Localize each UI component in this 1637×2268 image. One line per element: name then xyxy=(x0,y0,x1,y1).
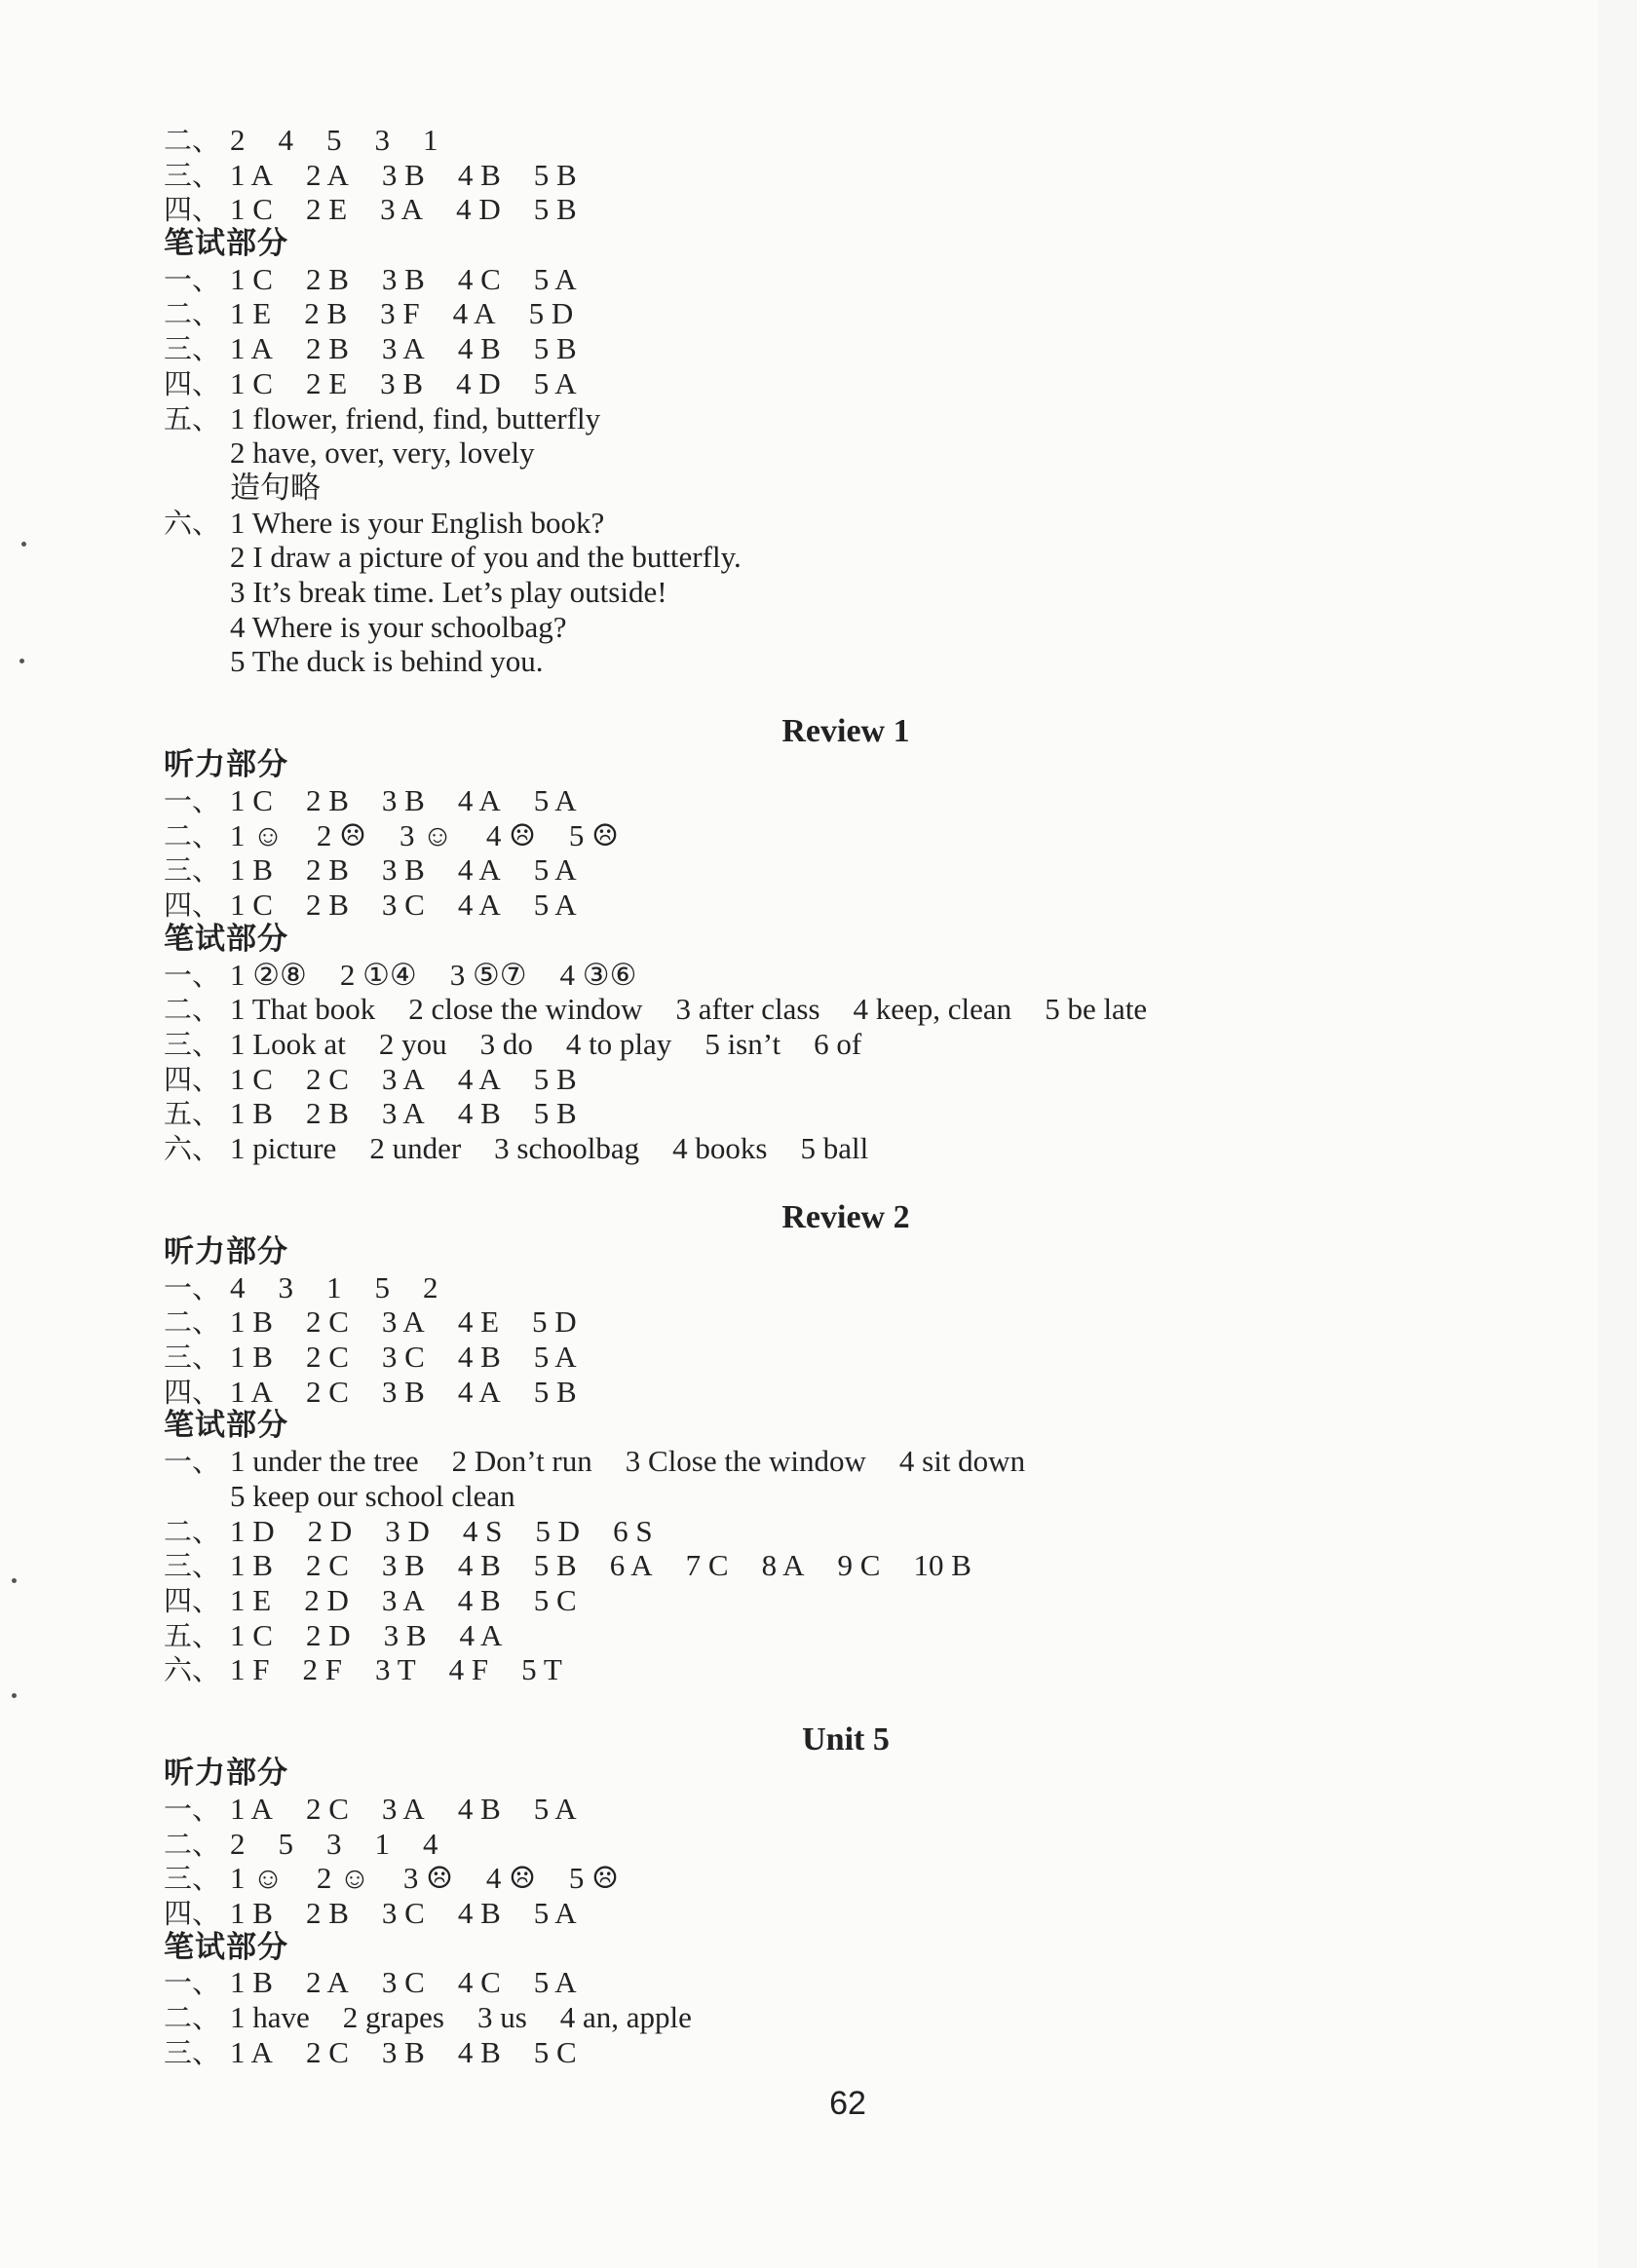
answer-item: 5 A xyxy=(533,365,577,400)
part-heading: 笔试部分 xyxy=(164,1929,288,1965)
answer-item: 5 A xyxy=(533,888,577,923)
answer-row xyxy=(164,958,1430,993)
question-label: 一、 xyxy=(164,1270,221,1304)
answer-item: 4 A xyxy=(457,1374,501,1409)
answer-item: 1 C xyxy=(230,888,273,923)
answer-item: 2 C xyxy=(305,2034,349,2069)
answer-item: 4 ☹ xyxy=(485,817,536,852)
section-title: Review 2 xyxy=(781,1199,910,1236)
answer-item: 3 It’s break time. Let’s play outside! xyxy=(230,574,667,609)
answer-item: 3 Close the window xyxy=(625,1444,866,1479)
answer-item: 6 S xyxy=(613,1513,653,1548)
answer-item: 5 isn’t xyxy=(704,1026,781,1061)
answer-item: 1 ②⑧ xyxy=(230,957,307,992)
answer-item: 3 B xyxy=(381,2034,425,2069)
answer-item: 3 B xyxy=(383,1617,427,1652)
answer-row xyxy=(164,818,1430,853)
answer-item: 2 E xyxy=(305,365,348,400)
question-label: 三、 xyxy=(164,1862,221,1896)
question-label: 二、 xyxy=(164,818,221,852)
answer-row xyxy=(164,1583,1430,1618)
answer-item: 3 us xyxy=(476,2000,527,2035)
answer-item: 5 B xyxy=(533,192,577,227)
answer-item: 2 I draw a picture of you and the butterfly. xyxy=(230,540,742,575)
answer-item: 3 ☹ xyxy=(402,1861,453,1896)
answer-item: 1 B xyxy=(230,1304,273,1340)
answer-item: 4 B xyxy=(457,1340,501,1375)
answer-item: 1 Look at xyxy=(230,1026,346,1061)
answer-item: 2 close the window xyxy=(408,992,643,1027)
answer-item: 3 D xyxy=(385,1513,430,1548)
answer-row xyxy=(164,331,1430,366)
answer-row xyxy=(164,192,1430,227)
question-label: 五、 xyxy=(164,1618,221,1652)
answer-item: 1 B xyxy=(230,1096,273,1131)
answer-item: 2 B xyxy=(305,331,349,366)
answer-item: 1 A xyxy=(230,157,273,192)
question-label: 六、 xyxy=(164,1653,221,1687)
answer-item: 2 B xyxy=(305,852,349,888)
answer-item: 4 Where is your schoolbag? xyxy=(230,609,567,644)
question-label: 五、 xyxy=(164,1097,221,1131)
answer-item: 5 B xyxy=(533,1061,577,1096)
answer-item: 2 B xyxy=(304,296,348,331)
answer-item: 2 C xyxy=(305,1340,349,1375)
answer-row xyxy=(164,1062,1430,1097)
question-label: 二、 xyxy=(164,1305,221,1340)
answer-item: 1 picture xyxy=(230,1130,337,1165)
answer-row xyxy=(164,540,1430,575)
answer-item: 4 B xyxy=(457,1548,501,1583)
question-label: 一、 xyxy=(164,784,221,818)
answer-row xyxy=(164,158,1430,193)
answer-item: 4 xyxy=(230,1269,246,1304)
part-heading: 听力部分 xyxy=(164,1756,288,1792)
answer-row xyxy=(164,783,1430,818)
question-label: 四、 xyxy=(164,1375,221,1409)
answer-item: 2 E xyxy=(305,192,348,227)
answer-item: 4 A xyxy=(457,852,501,888)
answer-row xyxy=(164,575,1430,610)
answer-row xyxy=(164,1340,1430,1375)
answer-item: 4 A xyxy=(459,1617,503,1652)
answer-item: 3 C xyxy=(381,888,425,923)
answer-item: 1 under the tree xyxy=(230,1444,419,1479)
answer-item: 1 A xyxy=(230,1374,273,1409)
answer-item: 5 D xyxy=(535,1513,581,1548)
answer-item: 5 A xyxy=(533,783,577,818)
answer-item: 1 have xyxy=(230,2000,310,2035)
answer-item: 4 D xyxy=(456,192,501,227)
answer-item: 4 B xyxy=(457,1096,501,1131)
section-title: Review 1 xyxy=(781,712,910,749)
answer-item: 5 xyxy=(374,1269,390,1304)
answer-item: 2 B xyxy=(305,1096,349,1131)
answer-item: 3 do xyxy=(479,1026,533,1061)
answer-row xyxy=(164,506,1430,541)
question-label: 四、 xyxy=(164,1897,221,1931)
answer-row xyxy=(164,1096,1430,1131)
answer-item: 5 A xyxy=(533,1896,577,1931)
question-label: 五、 xyxy=(164,401,221,435)
question-label: 四、 xyxy=(164,1062,221,1096)
answer-item: 3 C xyxy=(381,1965,425,2000)
question-label: 二、 xyxy=(164,2001,221,2035)
answer-item: 3 B xyxy=(381,852,425,888)
section-gap xyxy=(164,679,1430,714)
answer-item: 4 to play xyxy=(565,1026,672,1061)
section-gap xyxy=(164,1687,1430,1722)
answer-row xyxy=(164,2035,1430,2070)
answer-row xyxy=(164,296,1430,331)
part-heading: 听力部分 xyxy=(164,747,288,783)
answer-item: 3 F xyxy=(380,296,420,331)
question-label: 三、 xyxy=(164,1549,221,1583)
answer-item: 4 B xyxy=(457,1582,501,1617)
answer-item: 1 C xyxy=(230,365,273,400)
answer-item: 4 books xyxy=(672,1130,768,1165)
part-heading: 听力部分 xyxy=(164,1234,288,1269)
answer-item: 5 A xyxy=(533,261,577,296)
answer-item: 5 ball xyxy=(800,1130,869,1165)
answer-item: 3 A xyxy=(381,1061,425,1096)
answer-item: 5 xyxy=(278,1826,293,1861)
question-label: 三、 xyxy=(164,158,221,192)
section-title: Unit 5 xyxy=(802,1720,890,1758)
question-label: 二、 xyxy=(164,993,221,1027)
page-number: 62 xyxy=(829,2085,866,2122)
answer-item: 3 B xyxy=(381,1374,425,1409)
answer-item: 1 flower, friend, find, butterfly xyxy=(230,400,601,435)
question-label: 六、 xyxy=(164,506,221,540)
answer-row xyxy=(164,401,1430,436)
question-label: 三、 xyxy=(164,332,221,366)
answer-item: 5 A xyxy=(533,1965,577,2000)
answer-item: 1 Where is your English book? xyxy=(230,505,605,540)
answer-item: 3 xyxy=(326,1826,342,1861)
answer-item: 5 C xyxy=(533,2034,577,2069)
answer-row xyxy=(164,1548,1430,1583)
answer-item: 2 A xyxy=(305,1965,349,2000)
question-label: 二、 xyxy=(164,124,221,157)
answer-item: 5 xyxy=(326,123,342,157)
section-gap xyxy=(164,1166,1430,1201)
answer-item: 5 A xyxy=(533,1340,577,1375)
answer-item: 3 ⑤⑦ xyxy=(449,957,527,992)
answer-row xyxy=(164,262,1430,297)
answer-row xyxy=(164,1861,1430,1896)
answer-item: 4 ☹ xyxy=(485,1861,536,1896)
answer-item: 4 A xyxy=(457,888,501,923)
answer-item: 1 E xyxy=(230,296,272,331)
answer-item: 2 under xyxy=(369,1130,462,1165)
answer-item: 3 B xyxy=(381,1548,425,1583)
answer-item: 4 E xyxy=(457,1304,499,1340)
question-label: 四、 xyxy=(164,366,221,400)
question-label: 二、 xyxy=(164,297,221,331)
answer-item: 4 B xyxy=(457,157,501,192)
answer-item: 3 A xyxy=(381,331,425,366)
answer-item: 3 C xyxy=(381,1896,425,1931)
answer-row xyxy=(164,888,1430,923)
answer-item: 3 A xyxy=(381,1304,425,1340)
answer-item: 1 xyxy=(326,1269,342,1304)
answer-item: 3 xyxy=(374,123,390,157)
answer-item: 2 F xyxy=(302,1652,342,1687)
part-heading: 笔试部分 xyxy=(164,1408,288,1444)
answer-item: 2 grapes xyxy=(342,2000,444,2035)
answer-row xyxy=(164,366,1430,401)
answer-item: 1 A xyxy=(230,1792,273,1826)
answer-item: 4 sit down xyxy=(898,1444,1026,1479)
answer-item: 5 The duck is behind you. xyxy=(230,644,544,679)
answer-item: 5 T xyxy=(521,1652,562,1687)
question-label: 三、 xyxy=(164,1341,221,1375)
answer-item: 2 Don’t run xyxy=(451,1444,592,1479)
answer-item: 5 A xyxy=(533,852,577,888)
scan-mark xyxy=(12,1693,17,1698)
answer-item: 3 ☺ xyxy=(399,817,453,852)
question-label: 六、 xyxy=(164,1131,221,1165)
answer-item: 2 C xyxy=(305,1792,349,1826)
answer-item: 1 xyxy=(374,1826,390,1861)
answer-item: 4 B xyxy=(457,331,501,366)
question-label: 一、 xyxy=(164,1793,221,1826)
answer-item: 5 B xyxy=(533,1548,577,1583)
question-label: 三、 xyxy=(164,1027,221,1061)
answer-item: 4 keep, clean xyxy=(853,992,1012,1027)
answer-item: 3 A xyxy=(381,1096,425,1131)
answer-row xyxy=(164,1827,1430,1862)
answer-item: 10 B xyxy=(913,1548,971,1583)
answer-item: 4 C xyxy=(457,1965,501,2000)
answer-row xyxy=(164,1131,1430,1166)
answer-item: 4 F xyxy=(448,1652,489,1687)
answer-item: 4 B xyxy=(457,2034,501,2069)
answer-item: 3 schoolbag xyxy=(494,1130,640,1165)
question-label: 二、 xyxy=(164,1827,221,1861)
question-label: 四、 xyxy=(164,1583,221,1617)
answer-item: 5 B xyxy=(533,157,577,192)
answer-item: 5 D xyxy=(528,296,574,331)
answer-row xyxy=(164,1618,1430,1653)
answer-item: 2 ☹ xyxy=(316,817,366,852)
answer-item: 2 you xyxy=(378,1026,447,1061)
answer-item: 1 C xyxy=(230,1617,273,1652)
question-label: 一、 xyxy=(164,958,221,992)
question-label: 一、 xyxy=(164,262,221,296)
question-label: 三、 xyxy=(164,853,221,888)
answer-item: 4 S xyxy=(462,1513,503,1548)
answer-item: 1 F xyxy=(230,1652,270,1687)
answer-item: 1 A xyxy=(230,331,273,366)
answer-item: 1 ☺ xyxy=(230,817,284,852)
answer-row xyxy=(164,1792,1430,1827)
answer-item: 4 xyxy=(423,1826,438,1861)
answer-item: 2 D xyxy=(307,1513,353,1548)
answer-item: 5 ☹ xyxy=(568,1861,619,1896)
answer-item: 4 B xyxy=(457,1896,501,1931)
answer-item: 1 E xyxy=(230,1582,272,1617)
answer-item: 3 B xyxy=(381,261,425,296)
answer-item: 1 B xyxy=(230,1965,273,2000)
answer-row xyxy=(164,471,1430,506)
answer-item: 2 C xyxy=(305,1548,349,1583)
answer-row xyxy=(164,1270,1430,1305)
answer-row xyxy=(164,1652,1430,1687)
answer-item: 1 That book xyxy=(230,992,376,1027)
answer-item: 3 A xyxy=(381,1792,425,1826)
answer-item: 7 C xyxy=(685,1548,729,1583)
answer-item: 2 C xyxy=(305,1374,349,1409)
question-label: 三、 xyxy=(164,2035,221,2069)
answer-item: 5 ☹ xyxy=(568,817,619,852)
scan-mark xyxy=(19,659,24,663)
answer-item: 5 C xyxy=(533,1582,577,1617)
answer-item: 5 D xyxy=(532,1304,577,1340)
answer-item: 5 B xyxy=(533,1096,577,1131)
answer-item: 5 be late xyxy=(1045,992,1148,1027)
answer-item: 2 ①④ xyxy=(339,957,417,992)
answer-item: 2 have, over, very, lovely xyxy=(230,435,535,471)
answer-row xyxy=(164,610,1430,645)
answer-item: 8 A xyxy=(761,1548,805,1583)
answer-row xyxy=(164,435,1430,471)
answer-item: 3 B xyxy=(380,365,424,400)
answer-item: 6 A xyxy=(609,1548,653,1583)
answer-row xyxy=(164,123,1430,158)
answer-item: 5 B xyxy=(533,331,577,366)
answer-item: 2 B xyxy=(305,783,349,818)
question-label: 一、 xyxy=(164,1966,221,2000)
answer-item: 1 ☺ xyxy=(230,1861,284,1896)
part-heading: 笔试部分 xyxy=(164,921,288,957)
answer-row xyxy=(164,1375,1430,1410)
answer-key-content xyxy=(164,123,1430,2070)
answer-item: 3 B xyxy=(381,783,425,818)
answer-item: 2 C xyxy=(305,1304,349,1340)
answer-item: 9 C xyxy=(837,1548,881,1583)
answer-item: 4 xyxy=(278,123,293,157)
answer-item: 3 after class xyxy=(675,992,820,1027)
answer-item: 3 T xyxy=(375,1652,416,1687)
answer-item: 2 D xyxy=(304,1582,349,1617)
answer-item: 1 C xyxy=(230,192,273,227)
part-heading: 笔试部分 xyxy=(164,226,288,262)
answer-item: 2 A xyxy=(305,157,349,192)
question-label: 二、 xyxy=(164,1514,221,1548)
answer-row xyxy=(164,1965,1430,2000)
answer-item: 6 of xyxy=(814,1026,862,1061)
answer-row xyxy=(164,1027,1430,1062)
answer-item: 1 C xyxy=(230,261,273,296)
answer-item: 3 A xyxy=(381,1582,425,1617)
answer-item: 5 A xyxy=(533,1792,577,1826)
question-label: 一、 xyxy=(164,1445,221,1479)
answer-row xyxy=(164,1444,1430,1479)
answer-item: 2 B xyxy=(305,261,349,296)
answer-item: 3 xyxy=(278,1269,293,1304)
answer-row xyxy=(164,1514,1430,1549)
answer-item: 4 A xyxy=(452,296,496,331)
answer-item: 1 B xyxy=(230,1896,273,1931)
question-label: 四、 xyxy=(164,193,221,227)
answer-item: 3 C xyxy=(381,1340,425,1375)
answer-item: 3 A xyxy=(380,192,424,227)
answer-item: 2 xyxy=(423,1269,438,1304)
answer-item: 1 B xyxy=(230,852,273,888)
answer-item: 4 an, apple xyxy=(559,2000,692,2035)
answer-item: 4 C xyxy=(457,261,501,296)
answer-row xyxy=(164,1896,1430,1931)
answer-item: 4 B xyxy=(457,1792,501,1826)
answer-row xyxy=(164,2000,1430,2035)
answer-item: 2 B xyxy=(305,1896,349,1931)
answer-item: 2 B xyxy=(305,888,349,923)
answer-item: 2 D xyxy=(305,1617,351,1652)
answer-item: 2 C xyxy=(305,1061,349,1096)
answer-item: 5 keep our school clean xyxy=(230,1478,515,1513)
answer-item: 1 B xyxy=(230,1548,273,1583)
answer-item: 造句略 xyxy=(230,470,321,505)
answer-row xyxy=(164,992,1430,1027)
answer-item: 1 C xyxy=(230,1061,273,1096)
answer-item: 3 B xyxy=(381,157,425,192)
scan-mark xyxy=(12,1578,17,1583)
answer-item: 1 D xyxy=(230,1513,275,1548)
answer-row xyxy=(164,644,1430,679)
answer-item: 2 xyxy=(230,1826,246,1861)
scan-mark xyxy=(21,542,26,547)
answer-item: 1 C xyxy=(230,783,273,818)
answer-row xyxy=(164,852,1430,888)
answer-row xyxy=(164,1304,1430,1340)
answer-item: 4 D xyxy=(456,365,501,400)
answer-item: 2 ☺ xyxy=(316,1861,370,1896)
answer-item: 4 A xyxy=(457,1061,501,1096)
answer-item: 1 A xyxy=(230,2034,273,2069)
question-label: 四、 xyxy=(164,888,221,923)
answer-row xyxy=(164,1479,1430,1514)
answer-item: 2 xyxy=(230,123,246,157)
answer-item: 4 A xyxy=(457,783,501,818)
answer-item: 4 ③⑥ xyxy=(559,957,637,992)
answer-item: 1 xyxy=(423,123,438,157)
answer-item: 5 B xyxy=(533,1374,577,1409)
answer-item: 1 B xyxy=(230,1340,273,1375)
